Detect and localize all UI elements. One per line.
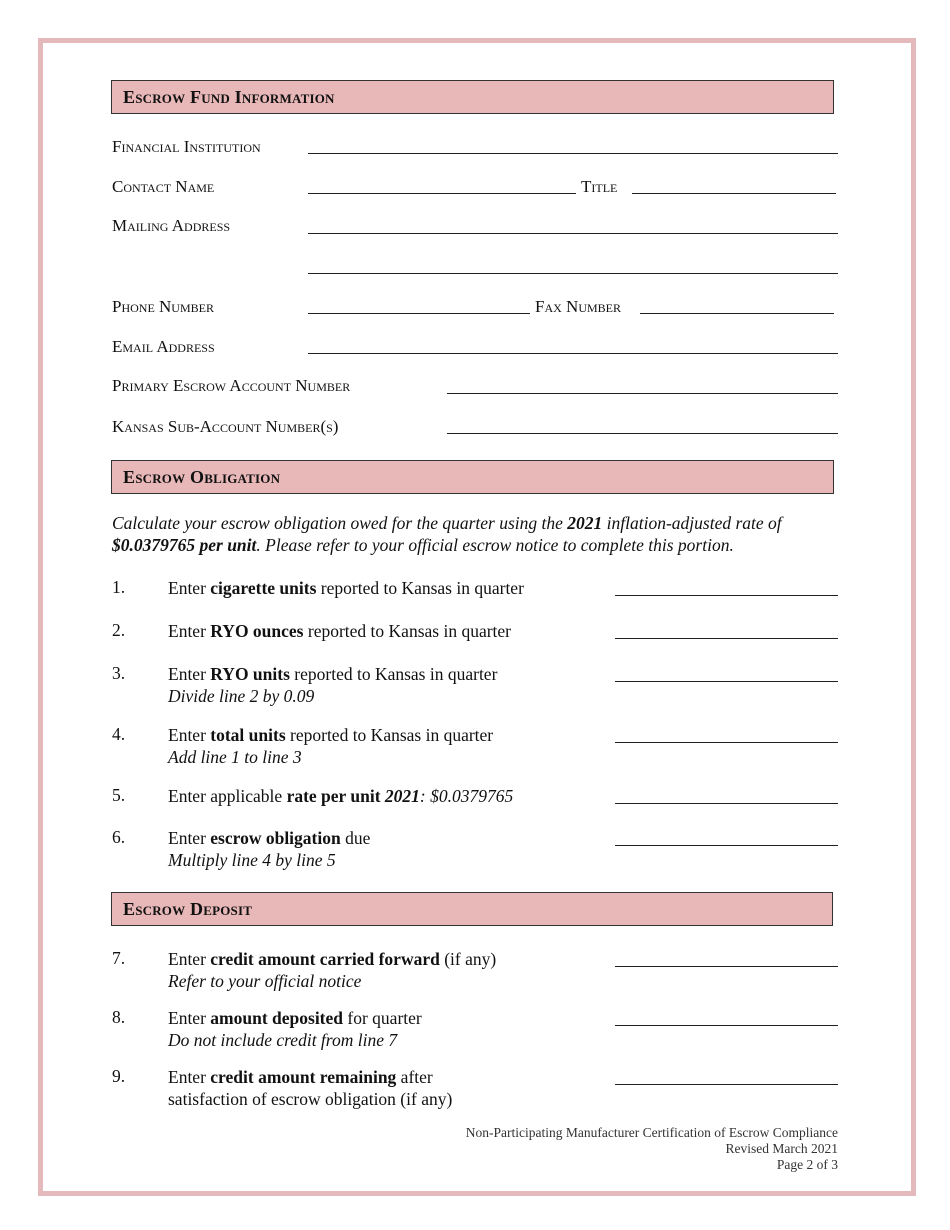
label-primary-account: Primary Escrow Account Number [112, 376, 351, 395]
item-7-field[interactable] [615, 966, 838, 967]
section-header-deposit: Escrow Deposit [111, 892, 833, 926]
item-label-1: Enter cigarette units reported to Kansas in quarter [168, 578, 524, 598]
footer-page-number: Page 2 of 3 [776, 1157, 838, 1172]
item-1-field[interactable] [615, 595, 838, 596]
item-number: 5. [112, 785, 126, 805]
item-label-5: Enter applicable rate per unit 2021: $0.0379765 [168, 786, 514, 806]
item-2-field[interactable] [615, 638, 838, 639]
footer-revision: Revised March 2021 [725, 1141, 838, 1156]
page-footer [466, 1125, 838, 1173]
item-5-field[interactable] [615, 803, 838, 804]
item-number: 1. [112, 577, 126, 597]
item-label-2: Enter RYO ounces reported to Kansas in quarter [168, 621, 511, 641]
mailing-address-field-1[interactable] [308, 233, 838, 234]
item-number: 7. [112, 948, 126, 968]
item-3-field[interactable] [615, 681, 838, 682]
item-number: 6. [112, 827, 126, 847]
phone-number-field[interactable] [308, 313, 530, 314]
contact-name-field[interactable] [308, 193, 576, 194]
title-field[interactable] [632, 193, 836, 194]
obligation-instructions: Calculate your escrow obligation owed for the quarter using the 2021 inflation-adjusted rate of $0.0379765 per unit. Please refer to your official escrow notice to complete this portion. [112, 513, 782, 555]
item-6-field[interactable] [615, 845, 838, 846]
label-phone-number: Phone Number [112, 297, 214, 316]
mailing-address-field-2[interactable] [308, 273, 838, 274]
label-email-address: Email Address [112, 337, 215, 356]
kansas-subaccount-field[interactable] [447, 433, 838, 434]
section-header-obligation: Escrow Obligation [111, 460, 834, 494]
label-contact-name: Contact Name [112, 177, 215, 196]
item-9-field[interactable] [615, 1084, 838, 1085]
label-fax-number: Fax Number [535, 297, 621, 316]
label-kansas-subaccount: Kansas Sub-Account Number(s) [112, 417, 339, 436]
primary-account-field[interactable] [447, 393, 838, 394]
item-number: 2. [112, 620, 126, 640]
label-mailing-address: Mailing Address [112, 216, 231, 235]
label-financial-institution: Financial Institution [112, 137, 261, 156]
item-number: 4. [112, 724, 126, 744]
item-label-6: Enter escrow obligation due Multiply line 4 by line 5 [168, 828, 371, 870]
item-4-field[interactable] [615, 742, 838, 743]
footer-form-title: Non-Participating Manufacturer Certification of Escrow Compliance [465, 1125, 838, 1140]
section-header-fund-info: Escrow Fund Information [111, 80, 834, 114]
financial-institution-field[interactable] [308, 153, 838, 154]
item-label-3: Enter RYO units reported to Kansas in quarter Divide line 2 by 0.09 [168, 664, 498, 706]
item-number: 3. [112, 663, 126, 683]
item-8-field[interactable] [615, 1025, 838, 1026]
item-label-7: Enter credit amount carried forward (if any) Refer to your official notice [168, 949, 497, 991]
label-title: Title [581, 177, 618, 196]
fax-number-field[interactable] [640, 313, 834, 314]
item-number: 9. [112, 1066, 126, 1086]
item-number: 8. [112, 1007, 126, 1027]
item-label-9: Enter credit amount remaining after satisfaction of escrow obligation (if any) [168, 1067, 453, 1109]
email-address-field[interactable] [308, 353, 838, 354]
item-label-8: Enter amount deposited for quarter Do not include credit from line 7 [168, 1008, 422, 1050]
item-label-4: Enter total units reported to Kansas in quarter Add line 1 to line 3 [168, 725, 494, 767]
